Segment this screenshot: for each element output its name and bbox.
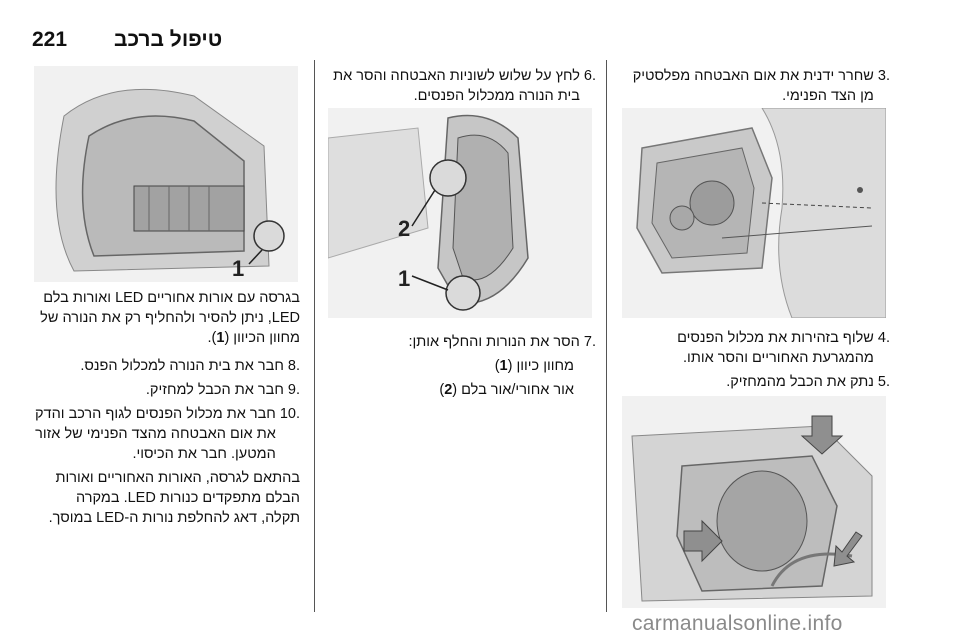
- figure-lamp-rear-view: [622, 108, 886, 318]
- led-note-paragraph: בגרסה עם אורות אחוריים LED ואורות בלם LED, ניתן להסיר ולהחליף רק את הנורה של מחוון הכיוון (1).: [40, 290, 300, 346]
- step-number: .5: [877, 374, 890, 390]
- final-note-paragraph: בהתאם לגרסה, האורות האחוריים ואורות הבלם מתפקדים כנורות LED. במקרה תקלה, דאג להחלפת נורות ה-LED במוסך.: [48, 470, 300, 526]
- step-text: שחרר ידנית את אום האבטחה מפלסטיק מן הצד הפנימי.: [632, 68, 874, 104]
- step-6: [328, 66, 596, 106]
- step-number: .8: [287, 358, 300, 374]
- bulb-item-ref: 1: [499, 358, 508, 374]
- step-number: .3: [877, 68, 890, 84]
- page-header: [32, 28, 922, 58]
- step-text: שלוף בזהירות את מכלול הפנסים מהמגרעת האחוריים והסר אותו.: [677, 330, 874, 366]
- led-note-text: בגרסה עם אורות אחוריים LED ואורות בלם LED, ניתן להסיר ולהחליף רק את הנורה של מחוון הכיוון: [40, 290, 300, 346]
- left-column-text: [34, 288, 300, 528]
- step-number: .9: [287, 382, 300, 398]
- lamp-rear-illustration: [622, 108, 886, 318]
- figure-led-module: [34, 66, 298, 282]
- right-column-bottom: [622, 328, 890, 396]
- step-9: [34, 380, 300, 400]
- led-module-illustration: [34, 66, 298, 282]
- step-10: [34, 404, 300, 464]
- column-divider: [314, 60, 315, 612]
- bulb-item-text: מחוון כיוון: [516, 358, 574, 374]
- step-5: [622, 372, 890, 392]
- callout-1: 1: [232, 256, 245, 281]
- right-column-top: [622, 66, 890, 110]
- led-note-ref: 1: [216, 330, 225, 346]
- step-text: חבר את הכבל למחזיק.: [145, 382, 284, 398]
- callout-2: 2: [398, 216, 411, 241]
- step-8: [34, 356, 300, 376]
- step-number: .10: [279, 406, 300, 422]
- middle-column-top: [328, 66, 596, 110]
- step-text: לחץ על שלוש לשוניות האבטחה והסר את בית הנורה ממכלול הפנסים.: [333, 68, 580, 104]
- step-number: .7: [583, 334, 596, 350]
- bulb-list-item-2: אור אחורי/אור בלם (2): [439, 382, 574, 398]
- bulb-item-text: אור אחורי/אור בלם: [461, 382, 574, 398]
- callout-1: 1: [398, 266, 411, 291]
- step-4: [622, 328, 890, 368]
- figure-lamp-removal: [622, 396, 886, 608]
- bulb-list-item-1: מחוון כיוון (1): [494, 358, 574, 374]
- lamp-removal-illustration: [622, 396, 886, 608]
- bulb-item-ref: 2: [444, 382, 453, 398]
- page-number: 221: [32, 28, 68, 51]
- step-number: .6: [583, 68, 596, 84]
- column-divider: [606, 60, 607, 612]
- step-text: נתק את הכבל מהמחזיק.: [726, 374, 874, 390]
- step-7: [328, 332, 596, 352]
- bulb-holder-illustration: [328, 108, 592, 318]
- figure-bulb-holder: [328, 108, 592, 318]
- step-text: חבר את בית הנורה למכלול הפנס.: [80, 358, 284, 374]
- chapter-title: טיפול ברכב: [114, 28, 223, 51]
- step-number: .4: [877, 330, 890, 346]
- watermark: carmanualsonline.info: [632, 612, 843, 635]
- step-text: הסר את הנורות והחלף אותן:: [408, 334, 580, 350]
- step-3: [622, 66, 890, 106]
- middle-column-bottom: [328, 332, 596, 400]
- step-text: חבר את מכלול הפנסים לגוף הרכב והדק את אום האבטחה מהצד הפנימי של אזור המטען. חבר את הכיסוי.: [35, 406, 276, 462]
